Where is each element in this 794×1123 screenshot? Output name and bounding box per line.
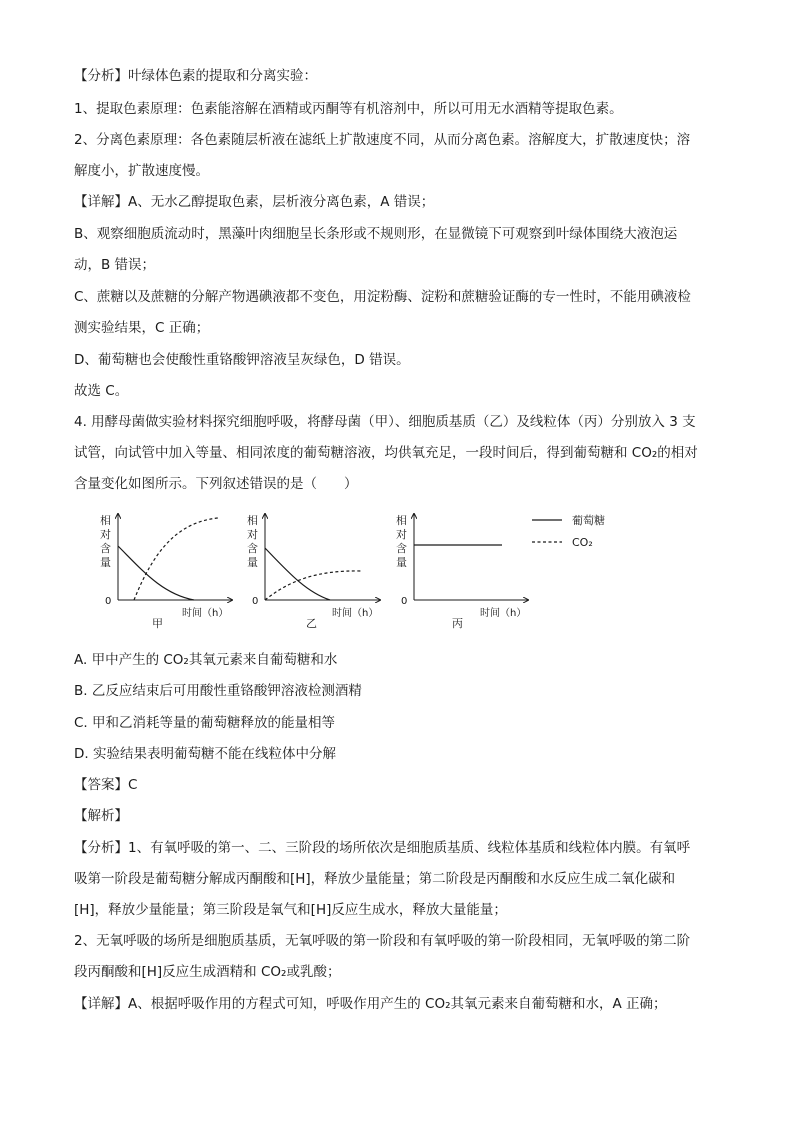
panel-jia [100, 513, 232, 630]
ylabel-char: 对 [247, 528, 258, 541]
legend-glucose: 葡萄糖 [572, 514, 605, 527]
analysis-line: 吸第一阶段是葡萄糖分解成丙酮酸和[H]，释放少量能量；第二阶段是丙酮酸和水反应生成二氧化碳和 [74, 871, 676, 887]
figure-svg [90, 508, 650, 633]
answer-label: 【答案】C [74, 777, 138, 793]
legend [532, 513, 605, 549]
legend-co2: CO₂ [572, 536, 593, 549]
origin-label: 0 [401, 596, 408, 607]
panel-yi [247, 513, 380, 630]
question-stem: 4. 用酵母菌做实验材料探究细胞呼吸，将酵母菌（甲）、细胞质基质（乙）及线粒体（丙）分别放入 3 支 [74, 414, 696, 430]
ylabel-char: 量 [396, 556, 407, 569]
ylabel-char: 含 [247, 542, 258, 555]
origin-label: 0 [252, 596, 259, 607]
text-line: 1、提取色素原理：色素能溶解在酒精或丙酮等有机溶剂中，所以可用无水酒精等提取色素。 [74, 101, 623, 117]
panel-bing [396, 513, 528, 630]
ylabel-char: 含 [100, 542, 111, 555]
text-line: 解度小，扩散速度慢。 [74, 163, 209, 179]
analysis-line: [H]，释放少量能量；第三阶段是氧气和[H]反应生成水，释放大量能量； [74, 902, 507, 918]
text-line: 动，B 错误； [74, 257, 156, 273]
question-stem: 试管，向试管中加入等量、相同浓度的葡萄糖溶液，均供氧充足，一段时间后，得到葡萄糖和 CO₂的相对 [74, 445, 698, 461]
panel-label: 甲 [152, 617, 163, 630]
xlabel: 时间（h） [480, 608, 527, 619]
option-b: B. 乙反应结束后可用酸性重铬酸钾溶液检测酒精 [74, 683, 362, 699]
ylabel-char: 量 [100, 556, 111, 569]
xlabel: 时间（h） [182, 608, 229, 619]
text-line: 2、分离色素原理：各色素随层析液在滤纸上扩散速度不同，从而分离色素。溶解度大，扩散速度快；溶 [74, 132, 691, 148]
option-a: A. 甲中产生的 CO₂其氧元素来自葡萄糖和水 [74, 652, 338, 668]
ylabel-char: 相 [396, 514, 407, 527]
co2-curve [134, 518, 218, 600]
analysis-line: 段丙酮酸和[H]反应生成酒精和 CO₂或乳酸； [74, 964, 341, 980]
analysis-line: 【分析】1、有氧呼吸的第一、二、三阶段的场所依次是细胞质基质、线粒体基质和线粒体内膜。有氧呼 [74, 840, 691, 856]
text-line: B、观察细胞质流动时，黑藻叶肉细胞呈长条形或不规则形，在显微镜下可观察到叶绿体围绕大液泡运 [74, 226, 678, 242]
xlabel: 时间（h） [332, 608, 379, 619]
ylabel-char: 相 [100, 514, 111, 527]
origin-label: 0 [105, 596, 112, 607]
text-line: 测实验结果，C 正确； [74, 320, 210, 336]
ylabel-char: 含 [396, 542, 407, 555]
glucose-curve [118, 546, 194, 600]
panel-label: 乙 [306, 617, 317, 630]
analysis-line: 【详解】A、根据呼吸作用的方程式可知，呼吸作用产生的 CO₂其氧元素来自葡萄糖和水，A 正确； [74, 996, 667, 1012]
text-line: 【分析】叶绿体色素的提取和分离实验： [74, 68, 317, 84]
ylabel-char: 对 [396, 528, 407, 541]
co2-curve [265, 571, 362, 600]
analysis-line: 2、无氧呼吸的场所是细胞质基质，无氧呼吸的第一阶段和有氧呼吸的第一阶段相同，无氧呼吸的第二阶 [74, 933, 691, 949]
analysis-heading: 【解析】 [74, 808, 128, 824]
text-line: 故选 C。 [74, 383, 129, 399]
respiration-figure [90, 508, 650, 637]
option-d: D. 实验结果表明葡萄糖不能在线粒体中分解 [74, 746, 336, 762]
text-line: D、葡萄糖也会使酸性重铬酸钾溶液呈灰绿色，D 错误。 [74, 352, 410, 368]
text-line: 【详解】A、无水乙醇提取色素，层析液分离色素，A 错误； [74, 194, 435, 210]
question-stem: 含量变化如图所示。下列叙述错误的是（ ） [74, 476, 358, 492]
ylabel-char: 相 [247, 514, 258, 527]
text-line: C、蔗糖以及蔗糖的分解产物遇碘液都不变色，用淀粉酶、淀粉和蔗糖验证酶的专一性时，不能用碘液检 [74, 289, 691, 305]
ylabel-char: 量 [247, 556, 258, 569]
panel-label: 丙 [452, 617, 463, 630]
ylabel-char: 对 [100, 528, 111, 541]
option-c: C. 甲和乙消耗等量的葡萄糖释放的能量相等 [74, 715, 336, 731]
